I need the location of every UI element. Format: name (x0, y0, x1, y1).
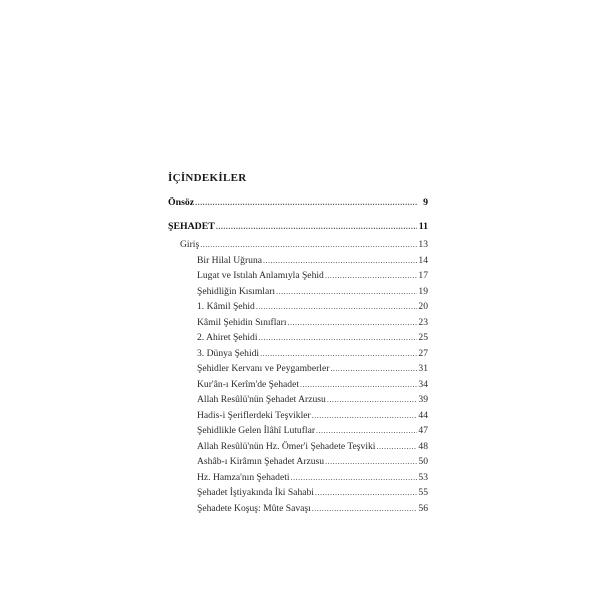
toc-entry-page-number: 14 (418, 254, 428, 266)
toc-entry-page-number: 34 (418, 378, 428, 390)
toc-entry[interactable] (168, 221, 428, 237)
toc-entry-title: Şehadet İştiyakında İki Sahabi (197, 487, 314, 498)
toc-entry-page-number: 23 (418, 316, 428, 328)
toc-entry-page-number: 31 (418, 363, 428, 374)
toc-entry-title: Allah Resûlü'nün Şehadet Arzusu (197, 394, 326, 405)
toc-entry-page-number: 56 (418, 502, 428, 514)
dot-leader (327, 394, 417, 406)
dot-leader (260, 348, 417, 360)
dot-leader (256, 301, 417, 313)
dot-leader (376, 441, 417, 453)
dot-leader (200, 239, 417, 251)
toc-entry[interactable] (168, 379, 428, 395)
dot-leader (263, 255, 417, 267)
table-of-contents (168, 197, 428, 518)
toc-heading: İÇİNDEKİLER (168, 172, 247, 184)
toc-entry-title: Hadis-i Şeriflerdeki Teşvikler (197, 409, 311, 421)
toc-entry-page-number: 48 (418, 440, 428, 452)
toc-entry-page-number: 44 (418, 409, 428, 421)
dot-leader (315, 487, 417, 499)
dot-leader (312, 503, 417, 515)
toc-entry[interactable] (168, 394, 428, 410)
toc-entry-page-number: 20 (418, 301, 428, 312)
dot-leader (216, 221, 417, 233)
toc-entry-page-number: 17 (418, 270, 428, 281)
dot-leader (195, 197, 417, 209)
toc-entry[interactable] (168, 503, 428, 519)
toc-entry-page-number: 11 (418, 220, 428, 232)
toc-entry[interactable] (168, 472, 428, 488)
dot-leader (288, 317, 417, 329)
toc-entry-title: 2. Ahiret Şehidi (197, 332, 258, 343)
toc-entry-title: Hz. Hamza'nın Şehadeti (197, 471, 290, 483)
toc-entry-title: Giriş (180, 239, 200, 250)
toc-entry-title: Şehidlikle Gelen İlâhî Lutuflar (197, 425, 316, 436)
toc-entry-title: 1. Kâmil Şehid (197, 301, 255, 312)
toc-entry[interactable] (168, 301, 428, 317)
toc-entry[interactable] (168, 317, 428, 333)
toc-entry-title: Allah Resûlü'nün Hz. Ömer'i Şehadete Teşviki (197, 440, 376, 452)
toc-entry-title: Ashâb-ı Kirâmın Şehadet Arzusu (197, 456, 325, 467)
toc-entry[interactable] (168, 487, 428, 503)
dot-leader (259, 332, 418, 344)
toc-entry[interactable] (168, 332, 428, 348)
toc-entry-title: 3. Dünya Şehidi (197, 347, 260, 359)
dot-leader (316, 425, 417, 437)
dot-leader (276, 286, 417, 298)
toc-entry[interactable] (168, 255, 428, 271)
dot-leader (300, 379, 417, 391)
toc-entry-page-number: 25 (418, 332, 428, 343)
toc-entry-title: Önsöz (168, 197, 195, 208)
dot-leader (330, 363, 417, 375)
toc-entry-page-number: 19 (418, 285, 428, 297)
toc-entry-title: Kâmil Şehidin Sınıfları (197, 316, 287, 328)
toc-entry[interactable] (168, 239, 428, 255)
toc-entry[interactable] (168, 410, 428, 426)
toc-entry-title: Şehidler Kervanı ve Peygamberler (197, 363, 330, 374)
toc-entry[interactable] (168, 456, 428, 472)
toc-entry[interactable] (168, 425, 428, 441)
toc-entry-page-number: 27 (418, 347, 428, 359)
toc-entry[interactable] (168, 348, 428, 364)
toc-entry[interactable] (168, 286, 428, 302)
toc-entry-page-number: 55 (418, 487, 428, 498)
toc-entry[interactable] (168, 197, 428, 213)
toc-entry-page-number: 53 (418, 471, 428, 483)
toc-entry-title: Bir Hilal Uğruna (197, 254, 263, 266)
toc-entry-page-number: 13 (418, 239, 428, 250)
toc-entry[interactable] (168, 441, 428, 457)
toc-entry-page-number: 39 (418, 394, 428, 405)
toc-entry-title: ŞEHADET (168, 220, 215, 232)
toc-entry[interactable] (168, 363, 428, 379)
dot-leader (325, 456, 417, 468)
dot-leader (291, 472, 417, 484)
toc-entry-title: Kur'ân-ı Kerîm'de Şehadet (197, 378, 300, 390)
toc-entry-page-number: 50 (418, 456, 428, 467)
toc-entry-page-number: 9 (423, 197, 428, 208)
toc-entry[interactable] (168, 270, 428, 286)
toc-entry-title: Şehidliğin Kısımları (197, 285, 276, 297)
dot-leader (312, 410, 417, 422)
toc-entry-title: Şehadete Koşuş: Mûte Savaşı (197, 502, 311, 514)
toc-entry-page-number: 47 (418, 425, 428, 436)
dot-leader (325, 270, 417, 282)
toc-entry-title: Lugat ve Istılah Anlamıyla Şehid (197, 270, 324, 281)
